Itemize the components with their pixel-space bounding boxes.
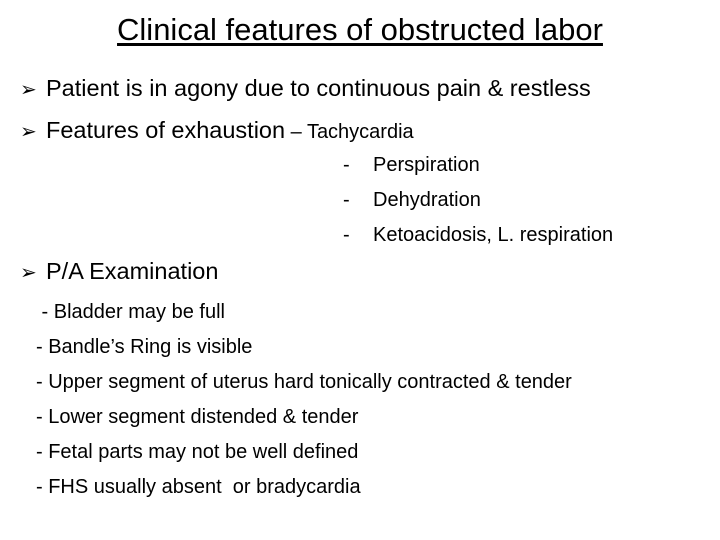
bullet-agony-text: Patient is in agony due to continuous pain & restless: [46, 75, 591, 101]
list-item: - Upper segment of uterus hard tonically contracted & tender: [36, 371, 572, 393]
dash-marker: -: [343, 189, 350, 211]
list-item: - Lower segment distended & tender: [36, 406, 359, 428]
exhaustion-item-text: Perspiration: [373, 154, 480, 176]
arrow-bullet-icon: ➢: [20, 262, 37, 284]
bullet-exhaustion: [20, 115, 414, 147]
slide-title: Clinical features of obstructed labor: [117, 12, 603, 47]
bullet-pa-text: P/A Examination: [46, 258, 219, 284]
dash-marker: -: [343, 224, 350, 246]
list-item: - Bladder may be full: [36, 301, 225, 323]
exhaustion-list: [343, 148, 613, 253]
list-item: [343, 183, 613, 218]
exhaustion-item-text: Ketoacidosis, L. respiration: [373, 224, 614, 246]
list-item: - FHS usually absent or bradycardia: [36, 476, 361, 498]
exhaustion-separator: –: [285, 121, 307, 143]
bullet-exhaustion-text: Features of exhaustion: [46, 117, 286, 143]
bullet-agony: [20, 73, 591, 105]
dash-marker: -: [343, 154, 350, 176]
arrow-bullet-icon: ➢: [20, 79, 37, 101]
exhaustion-item-tachycardia: Tachycardia: [306, 121, 414, 143]
list-item: - Bandle’s Ring is visible: [36, 336, 253, 358]
bullet-pa-examination: [20, 256, 218, 288]
list-item: - Fetal parts may not be well defined: [36, 441, 359, 463]
list-item: [343, 148, 613, 183]
arrow-bullet-icon: ➢: [20, 121, 37, 143]
exhaustion-item-text: Dehydration: [373, 189, 481, 211]
pa-findings-list: [36, 295, 572, 505]
list-item: [343, 218, 613, 253]
